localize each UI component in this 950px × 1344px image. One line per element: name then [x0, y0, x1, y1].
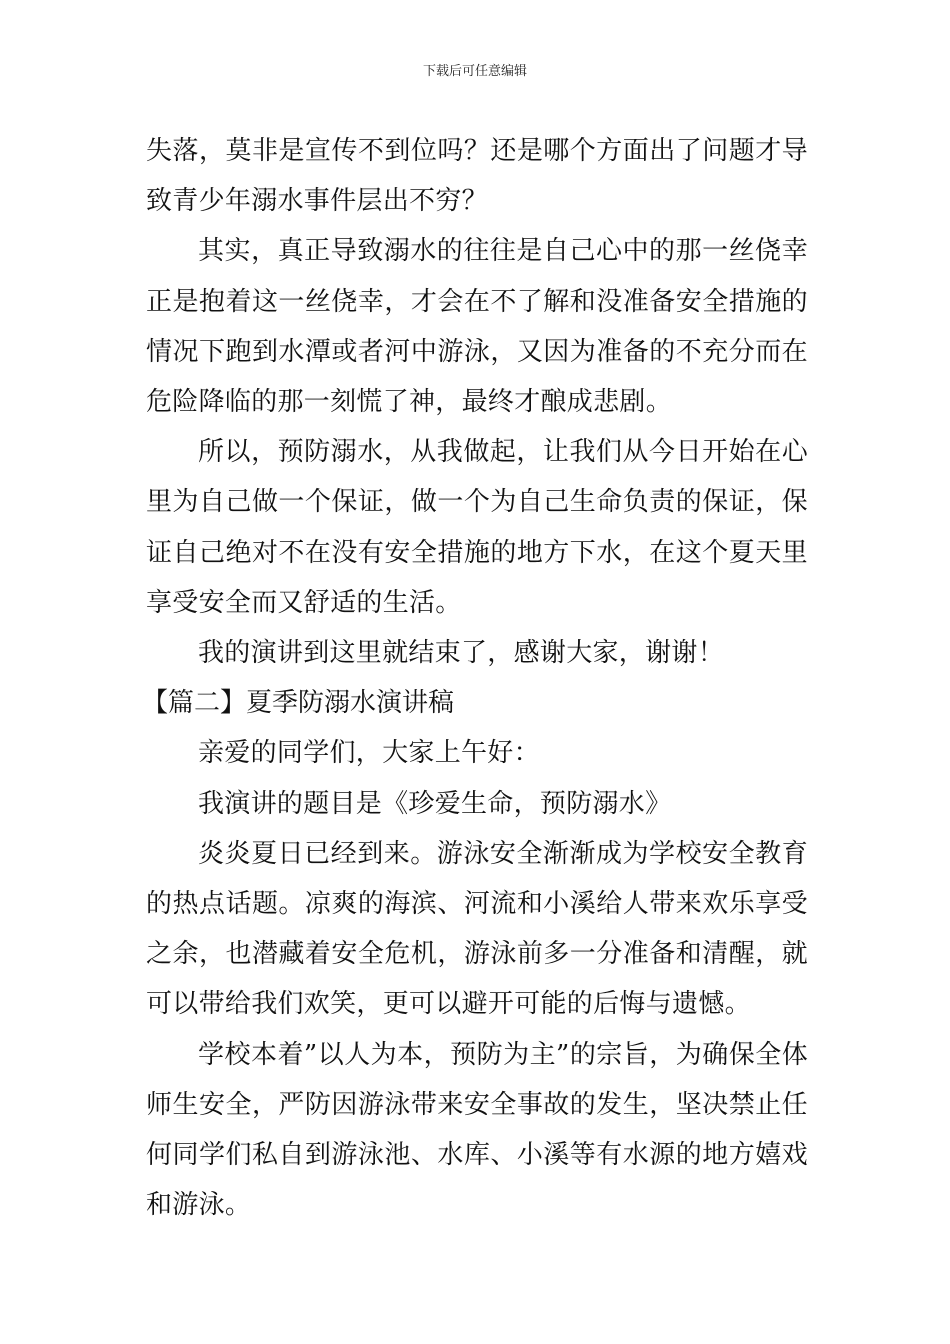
- paragraph-2: 其实，真正导致溺水的往往是自己心中的那一丝侥幸正是抱着这一丝侥幸，才会在不了解和没准备安全措施的情况下跑到水潭或者河中游泳，又因为准备的不充分而在危险降临的那一刻慌了神，最终才酿成悲剧。: [146, 236, 808, 418]
- speech-title-paragraph: 我演讲的题目是《珍爱生命，预防溺水》: [198, 788, 672, 819]
- section-heading: 【篇二】夏季防溺水演讲稿: [142, 688, 455, 719]
- body-paragraph-summer: 炎炎夏日已经到来。游泳安全渐渐成为学校安全教育的热点话题。凉爽的海滨、河流和小溪给人带来欢乐享受之余，也潜藏着安全危机，游泳前多一分准备和清醒，就可以带给我们欢笑，更可以避开可能的后悔与遗憾。: [146, 838, 808, 1020]
- paragraph-4: 我的演讲到这里就结束了，感谢大家，谢谢！: [198, 638, 725, 669]
- body-paragraph-school: 学校本着”以人为本，预防为主”的宗旨，为确保全体师生安全，严防因游泳带来安全事故的发生，坚决禁止任何同学们私自到游泳池、水库、小溪等有水源的地方嬉戏和游泳。: [146, 1039, 808, 1221]
- page-header: 下载后可任意编辑: [422, 64, 527, 79]
- document-body: [142, 126, 808, 1230]
- paragraph-1: 失落，莫非是宣传不到位吗？还是哪个方面出了问题才导致青少年溺水事件层出不穷？: [146, 136, 808, 217]
- paragraph-3: 所以，预防溺水，从我做起，让我们从今日开始在心里为自己做一个保证，做一个为自己生命负责的保证，保证自己绝对不在没有安全措施的地方下水，在这个夏天里享受安全而又舒适的生活。: [146, 437, 808, 618]
- greeting-paragraph: 亲爱的同学们，大家上午好：: [198, 738, 540, 769]
